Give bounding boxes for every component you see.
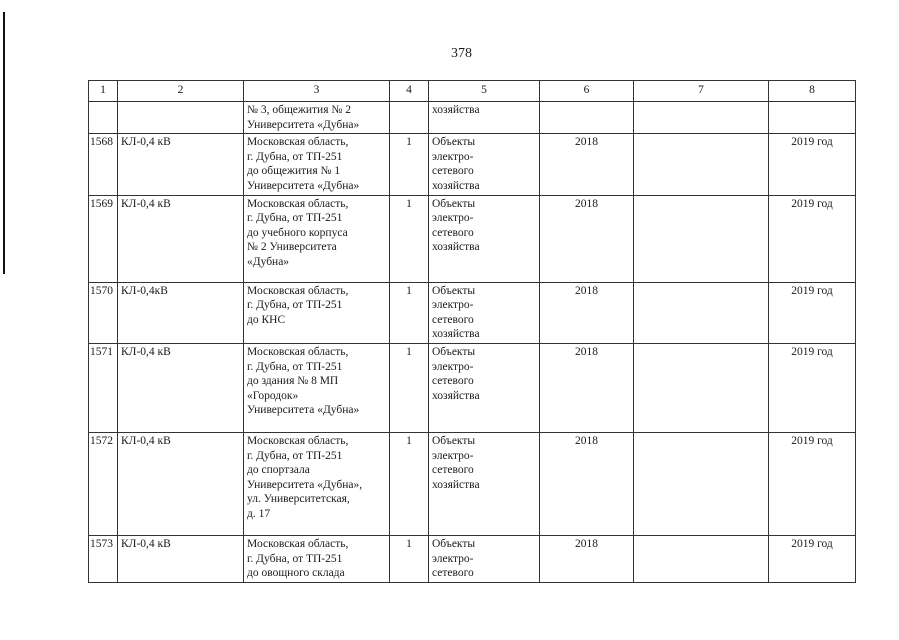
cell-object-name: КЛ-0,4кВ bbox=[118, 282, 244, 343]
table-header-row bbox=[89, 81, 856, 102]
cell-location: Московская область, г. Дубна, от ТП-251 до овощного склада bbox=[244, 535, 390, 582]
cell-object-name: КЛ-0,4 кВ bbox=[118, 432, 244, 535]
cell-year: 2018 bbox=[540, 343, 634, 432]
cell-object-name: КЛ-0,4 кВ bbox=[118, 535, 244, 582]
cell-col7 bbox=[634, 432, 769, 535]
cell-number: 1570 bbox=[89, 282, 118, 343]
cell-object-type: Объекты электро- сетевого хозяйства bbox=[429, 134, 540, 195]
cell-year: 2018 bbox=[540, 195, 634, 282]
cell-col7 bbox=[634, 102, 769, 134]
cell-number: 1573 bbox=[89, 535, 118, 582]
cell-object-type: Объекты электро- сетевого хозяйства bbox=[429, 432, 540, 535]
cell-object-type: Объекты электро- сетевого хозяйства bbox=[429, 282, 540, 343]
cell-number: 1572 bbox=[89, 432, 118, 535]
cell-quantity: 1 bbox=[390, 282, 429, 343]
table-row bbox=[89, 102, 856, 134]
cell-location: Московская область, г. Дубна, от ТП-251 до спортзала Университета «Дубна», ул. Университетская, д. 17 bbox=[244, 432, 390, 535]
cell-deadline: 2019 год bbox=[769, 195, 856, 282]
cell-deadline: 2019 год bbox=[769, 343, 856, 432]
page-number: 378 bbox=[451, 46, 472, 61]
cell-col7 bbox=[634, 343, 769, 432]
header-cell: 8 bbox=[769, 81, 856, 102]
cell-year: 2018 bbox=[540, 134, 634, 195]
cell-number: 1569 bbox=[89, 195, 118, 282]
table-row bbox=[89, 282, 856, 343]
cell-deadline: 2019 год bbox=[769, 535, 856, 582]
cell-number bbox=[89, 102, 118, 134]
scan-edge-mark bbox=[3, 12, 5, 274]
table-row bbox=[89, 134, 856, 195]
cell-object-type: Объекты электро- сетевого хозяйства bbox=[429, 195, 540, 282]
cell-location: Московская область, г. Дубна, от ТП-251 до КНС bbox=[244, 282, 390, 343]
cell-quantity: 1 bbox=[390, 535, 429, 582]
cell-number: 1571 bbox=[89, 343, 118, 432]
header-cell: 3 bbox=[244, 81, 390, 102]
cell-object-name: КЛ-0,4 кВ bbox=[118, 343, 244, 432]
table-row bbox=[89, 195, 856, 282]
header-cell: 2 bbox=[118, 81, 244, 102]
cell-quantity bbox=[390, 102, 429, 134]
cell-year: 2018 bbox=[540, 535, 634, 582]
cell-col7 bbox=[634, 282, 769, 343]
header-cell: 4 bbox=[390, 81, 429, 102]
cell-location: № 3, общежития № 2 Университета «Дубна» bbox=[244, 102, 390, 134]
table-row bbox=[89, 343, 856, 432]
cell-col7 bbox=[634, 134, 769, 195]
cell-deadline bbox=[769, 102, 856, 134]
cell-object-type: хозяйства bbox=[429, 102, 540, 134]
cell-location: Московская область, г. Дубна, от ТП-251 до здания № 8 МП «Городок» Университета «Дубна» bbox=[244, 343, 390, 432]
table-row bbox=[89, 535, 856, 582]
cell-number: 1568 bbox=[89, 134, 118, 195]
cell-object-name: КЛ-0,4 кВ bbox=[118, 195, 244, 282]
cell-year: 2018 bbox=[540, 432, 634, 535]
cell-location: Московская область, г. Дубна, от ТП-251 до общежития № 1 Университета «Дубна» bbox=[244, 134, 390, 195]
header-cell: 7 bbox=[634, 81, 769, 102]
cell-object-name: КЛ-0,4 кВ bbox=[118, 134, 244, 195]
document-table bbox=[88, 80, 856, 583]
header-cell: 1 bbox=[89, 81, 118, 102]
cell-col7 bbox=[634, 535, 769, 582]
cell-quantity: 1 bbox=[390, 195, 429, 282]
cell-quantity: 1 bbox=[390, 343, 429, 432]
cell-deadline: 2019 год bbox=[769, 432, 856, 535]
cell-year bbox=[540, 102, 634, 134]
cell-object-type: Объекты электро- сетевого bbox=[429, 535, 540, 582]
cell-object-name bbox=[118, 102, 244, 134]
cell-col7 bbox=[634, 195, 769, 282]
cell-location: Московская область, г. Дубна, от ТП-251 до учебного корпуса № 2 Университета «Дубна» bbox=[244, 195, 390, 282]
cell-quantity: 1 bbox=[390, 134, 429, 195]
cell-object-type: Объекты электро- сетевого хозяйства bbox=[429, 343, 540, 432]
header-cell: 6 bbox=[540, 81, 634, 102]
header-cell: 5 bbox=[429, 81, 540, 102]
cell-deadline: 2019 год bbox=[769, 282, 856, 343]
cell-quantity: 1 bbox=[390, 432, 429, 535]
cell-deadline: 2019 год bbox=[769, 134, 856, 195]
cell-year: 2018 bbox=[540, 282, 634, 343]
table-row bbox=[89, 432, 856, 535]
